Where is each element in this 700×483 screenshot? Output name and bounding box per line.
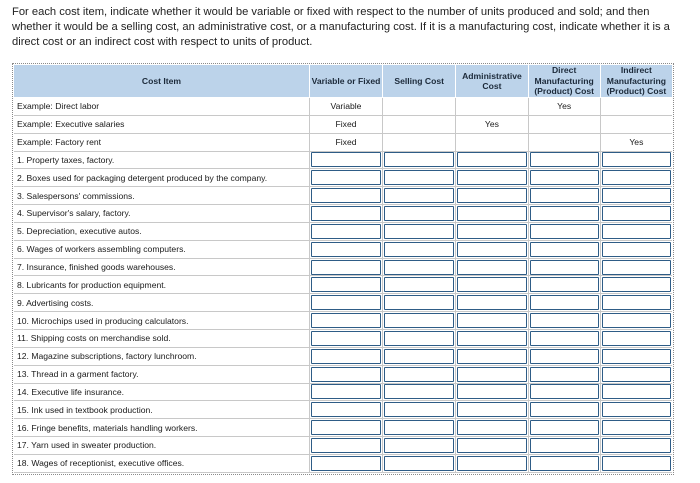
- administrative-cost-cell: [456, 223, 528, 241]
- selling-cost-cell: [383, 241, 456, 259]
- cost-item-label: 16. Fringe benefits, materials handling workers.: [14, 419, 310, 437]
- indirect-manufacturing-input[interactable]: [602, 152, 671, 167]
- selling-cost-cell: [383, 312, 456, 330]
- direct-manufacturing-cell: [529, 276, 601, 294]
- indirect-manufacturing-input[interactable]: [602, 170, 671, 185]
- example-item-label: Example: Direct labor: [14, 98, 310, 116]
- variable-fixed-cell: [310, 169, 383, 187]
- indirect-manufacturing-input[interactable]: [602, 206, 671, 221]
- selling-cost-input[interactable]: [384, 188, 454, 203]
- selling-cost-input[interactable]: [384, 170, 454, 185]
- variable-fixed-input[interactable]: [311, 224, 381, 239]
- indirect-manufacturing-cell: [601, 276, 672, 294]
- selling-cost-cell: [383, 276, 456, 294]
- indirect-manufacturing-cell: [601, 169, 672, 187]
- administrative-cost-input[interactable]: [457, 242, 526, 257]
- variable-fixed-input[interactable]: [311, 295, 381, 310]
- indirect-manufacturing-input[interactable]: [602, 260, 671, 275]
- example-variable-fixed-value: Fixed: [310, 116, 383, 134]
- administrative-cost-input[interactable]: [457, 188, 526, 203]
- instructions-text: For each cost item, indicate whether it would be variable or fixed with respect to the number of units produced and sold; and then whether it would be a selling cost, an administrative cost, or a manufacturing cost. If it is a manufacturing cost, indicate whether it is a direct cost or an indirect cost with respect to units of product.: [12, 6, 670, 48]
- cost-item-label: 4. Supervisor's salary, factory.: [14, 205, 310, 223]
- selling-cost-input[interactable]: [384, 277, 454, 292]
- selling-cost-input[interactable]: [384, 206, 454, 221]
- variable-fixed-cell: [310, 276, 383, 294]
- indirect-manufacturing-cell: [601, 401, 672, 419]
- indirect-manufacturing-input[interactable]: [602, 331, 671, 346]
- example-indirect-manufacturing-value: [601, 116, 672, 134]
- administrative-cost-cell: [456, 401, 528, 419]
- cost-item-label: 1. Property taxes, factory.: [14, 152, 310, 170]
- cost-item-label: 3. Salespersons' commissions.: [14, 187, 310, 205]
- direct-manufacturing-input[interactable]: [530, 456, 599, 471]
- indirect-manufacturing-cell: [601, 152, 672, 170]
- direct-manufacturing-input[interactable]: [530, 438, 599, 453]
- selling-cost-input[interactable]: [384, 438, 454, 453]
- indirect-manufacturing-input[interactable]: [602, 313, 671, 328]
- indirect-manufacturing-input[interactable]: [602, 349, 671, 364]
- cost-item-label: 5. Depreciation, executive autos.: [14, 223, 310, 241]
- selling-cost-cell: [383, 437, 456, 455]
- example-direct-manufacturing-value: [529, 134, 601, 152]
- direct-manufacturing-input[interactable]: [530, 170, 599, 185]
- table-row: [14, 384, 672, 402]
- variable-fixed-input[interactable]: [311, 206, 381, 221]
- table-row: [14, 205, 672, 223]
- administrative-cost-input[interactable]: [457, 170, 526, 185]
- selling-cost-cell: [383, 348, 456, 366]
- direct-manufacturing-input[interactable]: [530, 277, 599, 292]
- direct-manufacturing-cell: [529, 384, 601, 402]
- variable-fixed-cell: [310, 419, 383, 437]
- direct-manufacturing-input[interactable]: [530, 295, 599, 310]
- example-row: [14, 116, 672, 134]
- direct-manufacturing-cell: [529, 312, 601, 330]
- administrative-cost-input[interactable]: [457, 313, 526, 328]
- cost-item-label: 18. Wages of receptionist, executive offices.: [14, 455, 310, 473]
- selling-cost-input[interactable]: [384, 384, 454, 399]
- selling-cost-input[interactable]: [384, 313, 454, 328]
- indirect-manufacturing-input[interactable]: [602, 277, 671, 292]
- example-item-label: Example: Factory rent: [14, 134, 310, 152]
- example-direct-manufacturing-value: Yes: [529, 98, 601, 116]
- indirect-manufacturing-cell: [601, 294, 672, 312]
- administrative-cost-input[interactable]: [457, 224, 526, 239]
- variable-fixed-input[interactable]: [311, 170, 381, 185]
- indirect-manufacturing-input[interactable]: [602, 188, 671, 203]
- selling-cost-input[interactable]: [384, 295, 454, 310]
- table-row: [14, 312, 672, 330]
- administrative-cost-input[interactable]: [457, 367, 526, 382]
- selling-cost-cell: [383, 187, 456, 205]
- administrative-cost-input[interactable]: [457, 420, 526, 435]
- direct-manufacturing-cell: [529, 419, 601, 437]
- variable-fixed-cell: [310, 223, 383, 241]
- variable-fixed-cell: [310, 330, 383, 348]
- variable-fixed-input[interactable]: [311, 152, 381, 167]
- cost-item-label: 13. Thread in a garment factory.: [14, 366, 310, 384]
- direct-manufacturing-cell: [529, 348, 601, 366]
- administrative-cost-input[interactable]: [457, 384, 526, 399]
- direct-manufacturing-cell: [529, 169, 601, 187]
- indirect-manufacturing-input[interactable]: [602, 420, 671, 435]
- administrative-cost-cell: [456, 419, 528, 437]
- direct-manufacturing-input[interactable]: [530, 331, 599, 346]
- administrative-cost-cell: [456, 455, 528, 473]
- cost-item-label: 14. Executive life insurance.: [14, 384, 310, 402]
- cost-item-label: 12. Magazine subscriptions, factory lunchroom.: [14, 348, 310, 366]
- indirect-manufacturing-cell: [601, 312, 672, 330]
- variable-fixed-cell: [310, 455, 383, 473]
- example-selling-cost-value: [383, 98, 456, 116]
- example-direct-manufacturing-value: [529, 116, 601, 134]
- variable-fixed-cell: [310, 437, 383, 455]
- indirect-manufacturing-cell: [601, 330, 672, 348]
- table-row: [14, 419, 672, 437]
- indirect-manufacturing-cell: [601, 366, 672, 384]
- cost-item-label: 6. Wages of workers assembling computers.: [14, 241, 310, 259]
- selling-cost-cell: [383, 366, 456, 384]
- example-variable-fixed-value: Variable: [310, 98, 383, 116]
- header-indirect-manufacturing: Indirect Manufacturing (Product) Cost: [601, 65, 672, 98]
- example-variable-fixed-value: Fixed: [310, 134, 383, 152]
- administrative-cost-cell: [456, 187, 528, 205]
- direct-manufacturing-input[interactable]: [530, 152, 599, 167]
- cost-item-label: 10. Microchips used in producing calculators.: [14, 312, 310, 330]
- header-cost-item: Cost Item: [14, 65, 310, 98]
- direct-manufacturing-input[interactable]: [530, 260, 599, 275]
- direct-manufacturing-cell: [529, 241, 601, 259]
- direct-manufacturing-cell: [529, 152, 601, 170]
- administrative-cost-input[interactable]: [457, 402, 526, 417]
- cost-item-label: 2. Boxes used for packaging detergent produced by the company.: [14, 169, 310, 187]
- direct-manufacturing-cell: [529, 330, 601, 348]
- selling-cost-input[interactable]: [384, 224, 454, 239]
- variable-fixed-input[interactable]: [311, 188, 381, 203]
- direct-manufacturing-cell: [529, 187, 601, 205]
- example-indirect-manufacturing-value: Yes: [601, 134, 672, 152]
- variable-fixed-input[interactable]: [311, 277, 381, 292]
- table-row: [14, 366, 672, 384]
- indirect-manufacturing-cell: [601, 419, 672, 437]
- variable-fixed-input[interactable]: [311, 260, 381, 275]
- indirect-manufacturing-cell: [601, 384, 672, 402]
- direct-manufacturing-cell: [529, 437, 601, 455]
- selling-cost-cell: [383, 330, 456, 348]
- header-selling-cost: Selling Cost: [383, 65, 456, 98]
- table-row: [14, 401, 672, 419]
- variable-fixed-input[interactable]: [311, 367, 381, 382]
- administrative-cost-input[interactable]: [457, 438, 526, 453]
- indirect-manufacturing-input[interactable]: [602, 456, 671, 471]
- variable-fixed-cell: [310, 401, 383, 419]
- indirect-manufacturing-input[interactable]: [602, 224, 671, 239]
- administrative-cost-input[interactable]: [457, 277, 526, 292]
- selling-cost-cell: [383, 169, 456, 187]
- direct-manufacturing-input[interactable]: [530, 224, 599, 239]
- cost-item-label: 11. Shipping costs on merchandise sold.: [14, 330, 310, 348]
- selling-cost-input[interactable]: [384, 349, 454, 364]
- direct-manufacturing-cell: [529, 205, 601, 223]
- table-row: [14, 223, 672, 241]
- selling-cost-cell: [383, 205, 456, 223]
- administrative-cost-cell: [456, 241, 528, 259]
- administrative-cost-cell: [456, 205, 528, 223]
- header-direct-manufacturing: Direct Manufacturing (Product) Cost: [529, 65, 601, 98]
- administrative-cost-cell: [456, 384, 528, 402]
- direct-manufacturing-cell: [529, 259, 601, 277]
- variable-fixed-input[interactable]: [311, 420, 381, 435]
- variable-fixed-cell: [310, 187, 383, 205]
- cost-item-label: 15. Ink used in textbook production.: [14, 401, 310, 419]
- direct-manufacturing-input[interactable]: [530, 420, 599, 435]
- table-row: [14, 241, 672, 259]
- variable-fixed-input[interactable]: [311, 242, 381, 257]
- selling-cost-cell: [383, 294, 456, 312]
- table-row: [14, 330, 672, 348]
- example-administrative-cost-value: [456, 98, 528, 116]
- administrative-cost-input[interactable]: [457, 295, 526, 310]
- administrative-cost-cell: [456, 276, 528, 294]
- administrative-cost-cell: [456, 259, 528, 277]
- direct-manufacturing-input[interactable]: [530, 349, 599, 364]
- cost-item-label: 17. Yarn used in sweater production.: [14, 437, 310, 455]
- selling-cost-input[interactable]: [384, 260, 454, 275]
- indirect-manufacturing-cell: [601, 348, 672, 366]
- variable-fixed-cell: [310, 312, 383, 330]
- example-item-label: Example: Executive salaries: [14, 116, 310, 134]
- variable-fixed-cell: [310, 205, 383, 223]
- indirect-manufacturing-input[interactable]: [602, 402, 671, 417]
- direct-manufacturing-cell: [529, 366, 601, 384]
- direct-manufacturing-input[interactable]: [530, 313, 599, 328]
- direct-manufacturing-input[interactable]: [530, 384, 599, 399]
- example-indirect-manufacturing-value: [601, 98, 672, 116]
- direct-manufacturing-input[interactable]: [530, 242, 599, 257]
- direct-manufacturing-cell: [529, 223, 601, 241]
- direct-manufacturing-cell: [529, 294, 601, 312]
- cost-item-label: 8. Lubricants for production equipment.: [14, 276, 310, 294]
- table-row: [14, 294, 672, 312]
- indirect-manufacturing-input[interactable]: [602, 242, 671, 257]
- cost-classification-table: [12, 63, 674, 475]
- administrative-cost-input[interactable]: [457, 206, 526, 221]
- header-administrative-cost: Administrative Cost: [456, 65, 528, 98]
- direct-manufacturing-input[interactable]: [530, 402, 599, 417]
- administrative-cost-input[interactable]: [457, 152, 526, 167]
- selling-cost-input[interactable]: [384, 367, 454, 382]
- administrative-cost-cell: [456, 294, 528, 312]
- cost-item-label: 7. Insurance, finished goods warehouses.: [14, 259, 310, 277]
- example-selling-cost-value: [383, 134, 456, 152]
- variable-fixed-input[interactable]: [311, 349, 381, 364]
- selling-cost-cell: [383, 259, 456, 277]
- direct-manufacturing-cell: [529, 401, 601, 419]
- example-row: [14, 98, 672, 116]
- selling-cost-cell: [383, 384, 456, 402]
- variable-fixed-cell: [310, 384, 383, 402]
- cost-item-label: 9. Advertising costs.: [14, 294, 310, 312]
- selling-cost-input[interactable]: [384, 331, 454, 346]
- variable-fixed-input[interactable]: [311, 313, 381, 328]
- indirect-manufacturing-cell: [601, 187, 672, 205]
- selling-cost-input[interactable]: [384, 152, 454, 167]
- example-administrative-cost-value: Yes: [456, 116, 528, 134]
- variable-fixed-cell: [310, 259, 383, 277]
- table-row: [14, 276, 672, 294]
- variable-fixed-cell: [310, 366, 383, 384]
- variable-fixed-cell: [310, 152, 383, 170]
- indirect-manufacturing-cell: [601, 259, 672, 277]
- example-row: [14, 134, 672, 152]
- indirect-manufacturing-cell: [601, 455, 672, 473]
- example-administrative-cost-value: [456, 134, 528, 152]
- administrative-cost-input[interactable]: [457, 349, 526, 364]
- variable-fixed-input[interactable]: [311, 402, 381, 417]
- selling-cost-cell: [383, 455, 456, 473]
- administrative-cost-input[interactable]: [457, 260, 526, 275]
- example-selling-cost-value: [383, 116, 456, 134]
- indirect-manufacturing-input[interactable]: [602, 384, 671, 399]
- administrative-cost-cell: [456, 330, 528, 348]
- direct-manufacturing-input[interactable]: [530, 188, 599, 203]
- variable-fixed-cell: [310, 241, 383, 259]
- variable-fixed-input[interactable]: [311, 438, 381, 453]
- indirect-manufacturing-cell: [601, 241, 672, 259]
- table-row: [14, 169, 672, 187]
- selling-cost-input[interactable]: [384, 242, 454, 257]
- variable-fixed-input[interactable]: [311, 456, 381, 471]
- table-row: [14, 455, 672, 473]
- indirect-manufacturing-input[interactable]: [602, 295, 671, 310]
- indirect-manufacturing-input[interactable]: [602, 438, 671, 453]
- selling-cost-cell: [383, 419, 456, 437]
- administrative-cost-cell: [456, 169, 528, 187]
- table-row: [14, 259, 672, 277]
- administrative-cost-cell: [456, 152, 528, 170]
- administrative-cost-cell: [456, 312, 528, 330]
- table-row: [14, 348, 672, 366]
- variable-fixed-cell: [310, 348, 383, 366]
- administrative-cost-input[interactable]: [457, 456, 526, 471]
- administrative-cost-cell: [456, 348, 528, 366]
- table-row: [14, 152, 672, 170]
- variable-fixed-input[interactable]: [311, 331, 381, 346]
- indirect-manufacturing-input[interactable]: [602, 367, 671, 382]
- header-variable-fixed: Variable or Fixed: [310, 65, 383, 98]
- variable-fixed-input[interactable]: [311, 384, 381, 399]
- administrative-cost-cell: [456, 366, 528, 384]
- variable-fixed-cell: [310, 294, 383, 312]
- direct-manufacturing-cell: [529, 455, 601, 473]
- table-header-row: [14, 65, 672, 98]
- selling-cost-input[interactable]: [384, 420, 454, 435]
- administrative-cost-input[interactable]: [457, 331, 526, 346]
- indirect-manufacturing-cell: [601, 223, 672, 241]
- indirect-manufacturing-cell: [601, 205, 672, 223]
- selling-cost-cell: [383, 401, 456, 419]
- selling-cost-cell: [383, 223, 456, 241]
- selling-cost-input[interactable]: [384, 402, 454, 417]
- table-row: [14, 437, 672, 455]
- administrative-cost-cell: [456, 437, 528, 455]
- direct-manufacturing-input[interactable]: [530, 367, 599, 382]
- selling-cost-cell: [383, 152, 456, 170]
- direct-manufacturing-input[interactable]: [530, 206, 599, 221]
- selling-cost-input[interactable]: [384, 456, 454, 471]
- table-row: [14, 187, 672, 205]
- indirect-manufacturing-cell: [601, 437, 672, 455]
